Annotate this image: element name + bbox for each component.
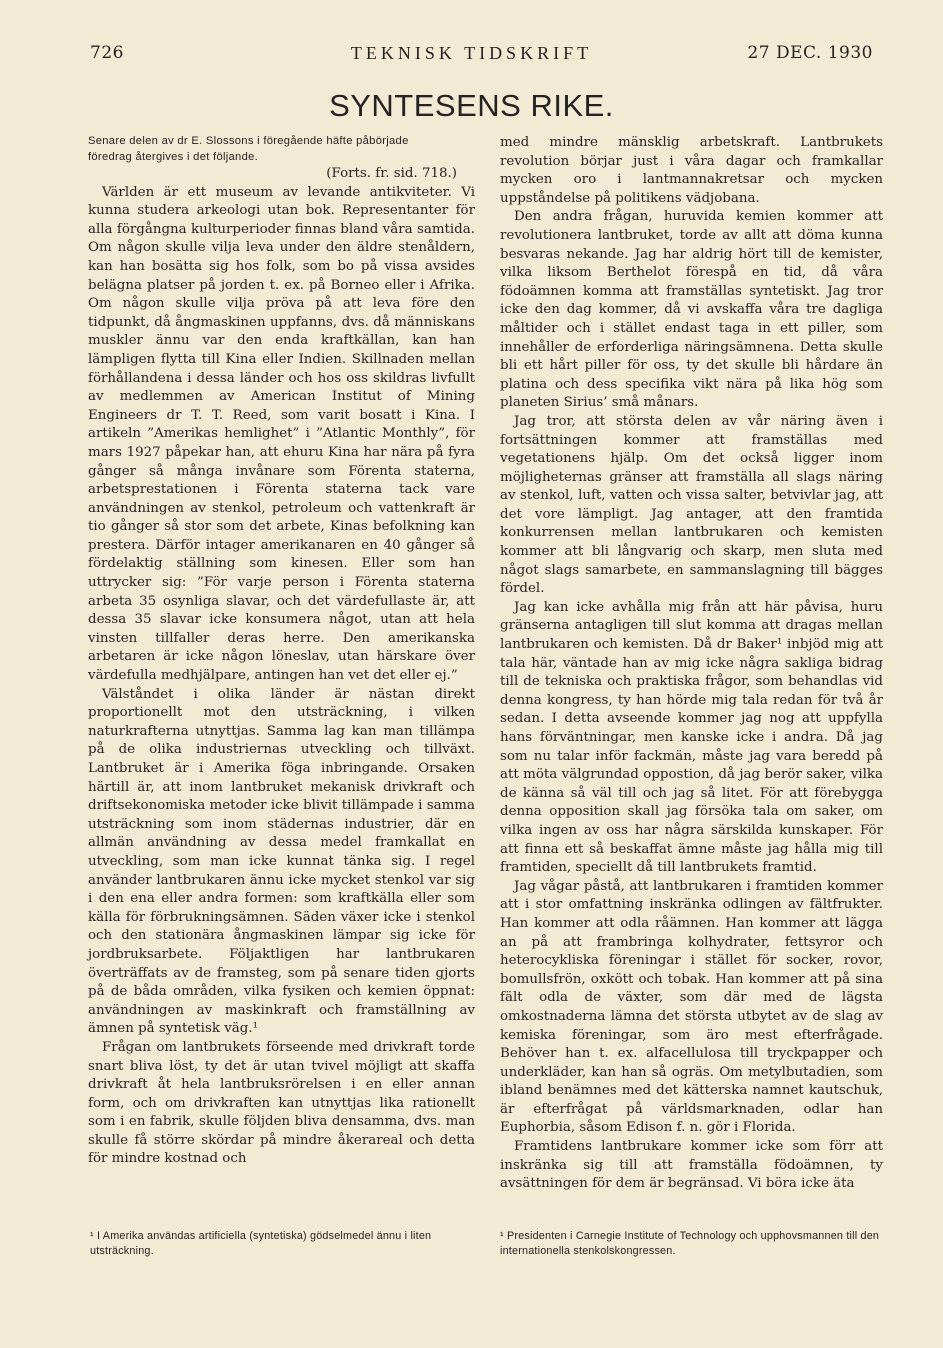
- continuation-note: (Forts. fr. sid. 718.): [326, 166, 457, 181]
- paragraph: Framtidens lantbrukare kommer icke som förr att inskränka sig till att framställa födoämnen, ty avsättningen för dem är begränsad. Vi böra icke äta: [500, 1139, 883, 1192]
- paragraph: Jag vågar påstå, att lantbrukaren i framtiden kommer att i stor omfattning inskränka odlingen av fältfrukter. Han kommer att odla råämnen. Han kommer att lägga an på att frambringa kolhydrater, fettsyror och heterocykliska föreningar i stället för socker, rovor, bomullsfrön, oxkött och tobak. Han kommer att på sina fält odla de växter, som där med de lägsta omkostnaderna lämna det största utbytet av de slag av kemiska föreningar, som äro mest efterfrågade. Behöver han t. ex. alfacellulosa till tryckpapper och underkläder, kan han så ogräs. Om metylbutadien, som ibland benämnes med det kätterska namnet kautschuk, är efterfrågat på världsmarknaden, odlar han Euphorbia, såsom Edison f. n. gör i Florida.: [500, 878, 883, 1136]
- article-intro: Senare delen av dr E. Slossons i föregående häfte påbörjade föredrag återgives i det följande.: [88, 135, 409, 163]
- journal-title: TEKNISK TIDSKRIFT: [350, 43, 593, 63]
- article-title: SYNTESENS RIKE.: [329, 88, 614, 123]
- footnote-left: ¹ I Amerika användas artificiella (syntetiska) gödselmedel ännu i liten utsträckning.: [90, 1230, 432, 1257]
- paragraph: Den andra frågan, huruvida kemien kommer att revolutionera lantbruket, torde av allt att döma kunna besvaras nekande. Jag har aldrig hört till de kemister, vilka liksom Berthelot förespå en tid, då våra födoämnen komma att framställas syntetiskt. Jag tror icke den dag kommer, då vi avskaffa våra tre dagliga måltider och i stället endast taga in ett piller, som innehåller de erforderliga näringsämnena. Detta skulle bli ett hårt piller för oss, ty det skulle bli hårdare än platina och dess specifika vikt nära på lika hög som planeten Sirius’ små månars.: [500, 209, 883, 411]
- left-column: [88, 134, 475, 1169]
- right-column: [500, 134, 883, 1194]
- issue-date: 27 DEC. 1930: [747, 43, 873, 63]
- paragraph: Frågan om lantbrukets förseende med drivkraft torde snart bliva löst, ty det är utan tvivel möjligt att skaffa drivkraft åt hela lantbruksrörelsen i en eller annan form, och om drivkraften kan utnyttjas lika rationellt som i en fabrik, skulle följden bliva densamma, dvs. man skulle få större skördar på mindre åkerareal och detta för mindre kostnad och: [88, 1039, 475, 1167]
- paragraph: Välståndet i olika länder är nästan direkt proportionellt mot den utsträckning, i vilken naturkrafterna utnyttjas. Samma lag kan man tillämpa på de olika industriernas utveckling och tillväxt. Lantbruket är i Amerika föga inbringande. Orsaken härtill är, att inom lantbruket mekanisk drivkraft och driftsekonomiska metoder icke blivit tillämpade i samma utsträckning som inom städernas industrier, där en allmän användning av dessa medel framkallat en utveckling, som man icke kunnat tänka sig. I regel använder lantbrukaren ännu icke mycket stenkol var sig i den ena eller andra formen: som kraftkälla eller som källa för förbrukningsämnen. Säden växer icke i stenkol och den stationära ångmaskinen lämpar sig icke för jordbruksarbete. Följaktligen har lantbrukaren överträffats av de framsteg, som på senare tiden gjorts på de båda områden, vilka fysiken och kemien öppnat: användningen av maskinkraft och framställning av ämnen på syntetisk väg.¹: [88, 686, 475, 1037]
- paragraph: med mindre mänsklig arbetskraft. Lantbrukets revolution börjar just i våra dagar och framkallar mycken oro i lantmannakretsar och mycken uppståndelse på politikens vädjobana.: [500, 135, 883, 206]
- footnote-right: ¹ Presidenten i Carnegie Institute of Technology och upphovsmannen till den internationella stenkolskongressen.: [500, 1230, 880, 1257]
- paragraph: Världen är ett museum av levande antikviteter. Vi kunna studera arkeologi utan bok. Representanter för alla förgångna kulturperioder finnas bland våra samtida. Om någon skulle vilja leva under den äldre stenåldern, kan han bosätta sig hos folk, som bo på vissa avsides belägna platser på jorden t. ex. på Borneo eller i Afrika. Om någon skulle vilja pröva på att leva före den tidpunkt, då ångmaskinen uppfanns, dvs. då människans muskler ännu var den enda kraftkällan, kan han lämpligen flytta till Kina eller Indien. Skillnaden mellan förhållandena i dessa länder och hos oss skildras livfullt av medlemmen av American Institut of Mining Engineers dr T. T. Reed, som varit bosatt i Kina. I artikeln ”Amerikas hemlighet” i ”Atlantic Monthly”, för mars 1927 påpekar han, att ehuru Kina har nära på fyra gånger så många invånare som Förenta staterna, arbetsprestationen i Förenta staterna tack vare användningen av stenkol, petroleum och vattenkraft är tio gånger så stor som det arbete, Kinas befolkning kan prestera. Därför intager amerikanaren en 40 gånger så fördelaktig ställning som kinesen. Eller som han uttrycker sig: ”För varje person i Förenta staterna arbeta 35 osynliga slavar, och det värdefullaste är, att dessa 35 slavar icke konsumera något, utan att hela vinsten tillfaller deras herre. Den amerikanska arbetaren är icke någon löneslav, utan härskare över värdefulla medhjälpare, antingen han vet det eller ej.”: [88, 184, 475, 684]
- page-number: 726: [90, 43, 124, 63]
- paragraph: Jag tror, att största delen av vår näring även i fortsättningen kommer att framställas med vegetationens hjälp. Om det också ligger inom möjligheternas gränser att framställa all slags näring av stenkol, luft, vatten och vissa salter, betvivlar jag, att det vore lämpligt. Jag antager, att den framtida konkurrensen mellan lantbrukaren och kemisten kommer att bli långvarig och skarp, men sluta med något slags samarbete, en sammanslagning till bägges fördel.: [500, 413, 883, 597]
- paragraph: Jag kan icke avhålla mig från att här påvisa, huru gränserna antagligen till slut komma att dragas mellan lantbrukaren och kemisten. Då dr Baker¹ inbjöd mig att tala här, väntade han av mig icke några sakliga bidrag till de tekniska och praktiska frågor, som behandlas vid denna kongress, ty han hörde mig tala redan för två år sedan. I detta avseende kommer jag nog att uppfylla hans förväntningar, men kanske icke i andra. Då jag som nu talar inför fackmän, måste jag vara beredd på att möta välgrundad oppostion, då jag berör saker, vilka de känna så väl till och jag så litet. För att förebygga denna opposition skall jag försöka tala om saker, om vilka ingen av oss har några särskilda kunskaper. För att finna ett så beskaffat ämne måste jag hålla mig till framtiden, speciellt då till lantbrukets framtid.: [500, 599, 883, 876]
